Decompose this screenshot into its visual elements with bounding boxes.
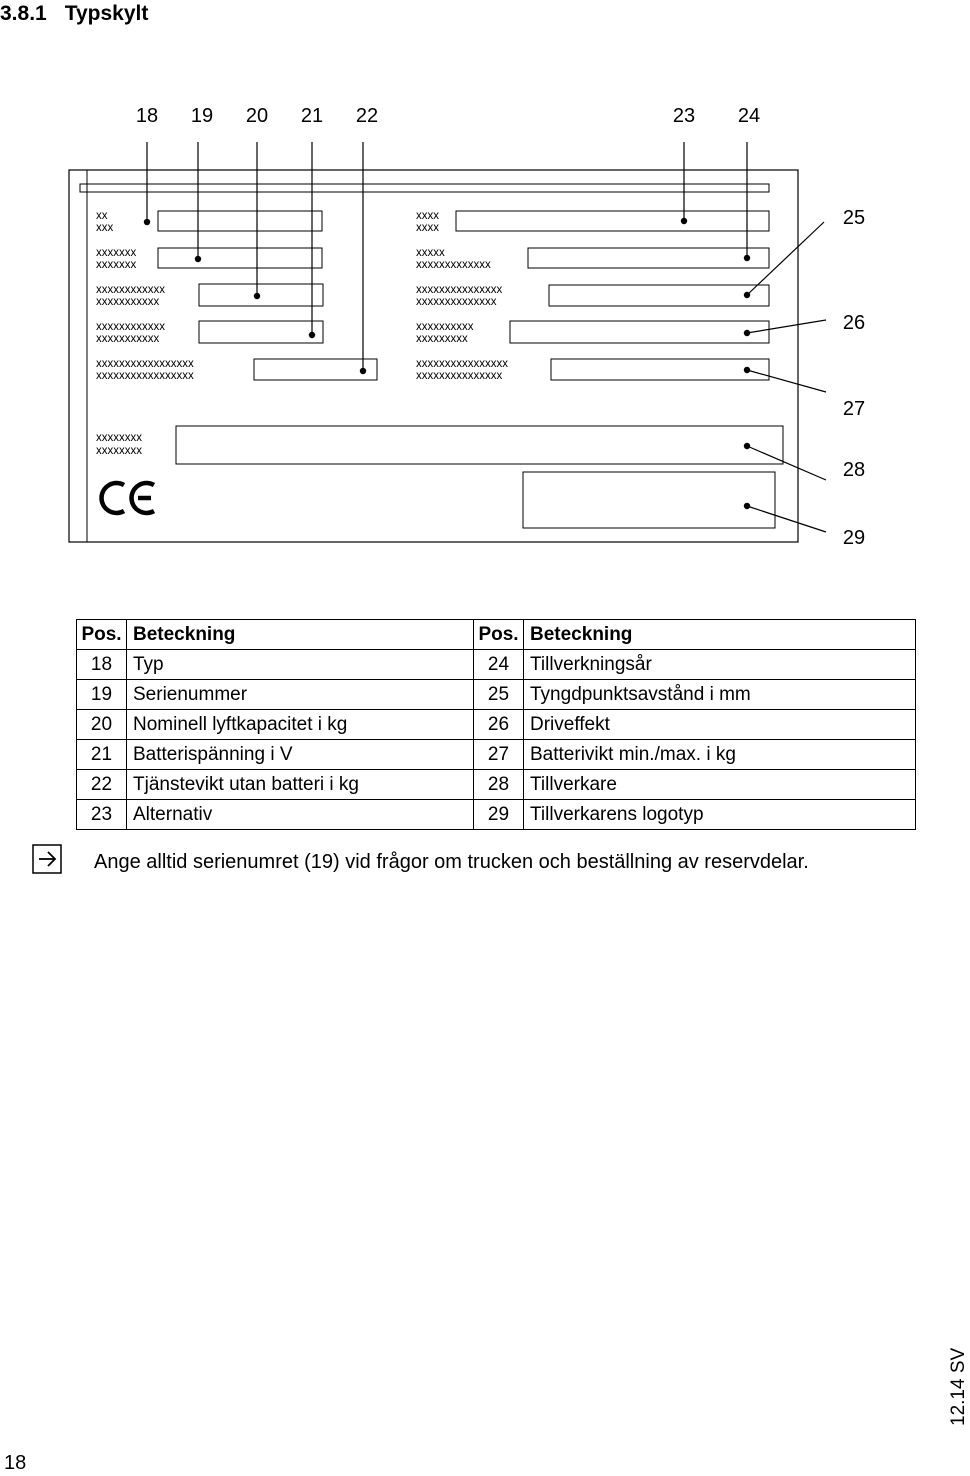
cell-pos: 19 [77,680,127,710]
callout-26: 26 [842,312,866,334]
plate-label-bottom-a: xxxxxxxx [96,432,142,444]
field-box-19 [158,248,322,268]
table-header-row [77,620,916,650]
leader-line-25 [747,222,824,295]
nameplate-diagram [0,0,960,600]
leader-dot-29 [744,503,750,509]
table-row [77,650,916,680]
cell-desc: Tillverkningsår [524,650,916,680]
field-box-26 [510,321,769,343]
field-box-29 [523,472,775,528]
cell-desc: Batterivikt min./max. i kg [524,740,916,770]
plate-label-right-4a: xxxxxxxxxx [416,321,474,333]
note-text: Ange alltid serienumret (19) vid frågor om trucken och beställning av reservdelar. [94,851,809,873]
plate-label-left-4a: xxxxxxxxxxxx [96,321,165,333]
callout-20: 20 [245,105,269,127]
cell-desc: Alternativ [127,800,474,830]
callout-27: 27 [842,398,866,420]
leader-line-27 [747,370,826,392]
plate-label-right-3a: xxxxxxxxxxxxxxx [416,284,503,296]
field-box-27 [551,359,769,380]
leader-dot-22 [360,368,366,374]
cell-desc: Driveffekt [524,710,916,740]
plate-label-left-3a: xxxxxxxxxxxx [96,284,165,296]
plate-top-strip [80,184,769,192]
plate-label-left-4b: xxxxxxxxxxx [96,333,160,345]
cell-pos: 20 [77,710,127,740]
plate-label-right-2b: xxxxxxxxxxxxx [416,259,491,271]
leader-dot-18 [144,219,150,225]
plate-label-right-5a: xxxxxxxxxxxxxxxx [416,358,508,370]
plate-label-left-1b: xxx [96,222,114,234]
cell-pos: 18 [77,650,127,680]
field-box-28 [176,426,783,464]
cell-desc: Batterispänning i V [127,740,474,770]
field-box-21 [199,321,323,343]
arrow-right-icon [32,844,62,874]
callout-25: 25 [842,207,866,229]
table-row [77,680,916,710]
callout-29: 29 [842,527,866,549]
leader-line-26 [747,320,826,333]
cell-pos: 28 [474,770,524,800]
cell-pos: 26 [474,710,524,740]
footer-date: 12.14 SV [948,1347,969,1426]
callout-21: 21 [300,105,324,127]
field-box-24 [528,248,769,268]
cell-desc: Tyngdpunktsavstånd i mm [524,680,916,710]
field-box-20 [199,284,323,306]
leader-dot-21 [309,332,315,338]
leader-line-28 [747,446,826,480]
leader-dot-20 [254,293,260,299]
cell-desc: Serienummer [127,680,474,710]
cell-pos: 21 [77,740,127,770]
cell-desc: Tillverkarens logotyp [524,800,916,830]
callout-23: 23 [672,105,696,127]
cell-pos: 27 [474,740,524,770]
page-number: 18 [4,1452,27,1474]
callout-24: 24 [737,105,761,127]
plate-label-bottom-b: xxxxxxxx [96,445,142,457]
cell-desc: Nominell lyftkapacitet i kg [127,710,474,740]
leader-dot-24 [744,255,750,261]
plate-label-left-2b: xxxxxxx [96,259,137,271]
plate-label-left-2a: xxxxxxx [96,247,137,259]
leader-dot-19 [195,256,201,262]
cell-desc: Tillverkare [524,770,916,800]
section-title: Typskylt [64,2,149,25]
field-box-22 [254,359,377,380]
leader-dot-28 [744,443,750,449]
cell-pos: 23 [77,800,127,830]
header-desc-left: Beteckning [127,620,474,650]
plate-label-right-2a: xxxxx [416,247,445,259]
table-row [77,710,916,740]
cell-pos: 22 [77,770,127,800]
leader-dot-25 [744,292,750,298]
callout-28: 28 [842,459,866,481]
plate-label-right-1a: xxxx [416,210,439,222]
field-box-25 [549,285,769,306]
table-row [77,800,916,830]
leader-dot-27 [744,367,750,373]
cell-pos: 25 [474,680,524,710]
leader-dot-26 [744,330,750,336]
plate-label-right-3b: xxxxxxxxxxxxxx [416,296,497,308]
callout-19: 19 [190,105,214,127]
table-row [77,770,916,800]
plate-label-right-4b: xxxxxxxxx [416,333,468,345]
ce-mark-icon [102,483,154,513]
callout-18: 18 [135,105,159,127]
callout-22: 22 [355,105,379,127]
plate-label-left-1a: xx [96,210,108,222]
header-pos-right: Pos. [474,620,524,650]
cell-desc: Tjänstevikt utan batteri i kg [127,770,474,800]
position-table [76,619,916,830]
plate-label-left-5a: xxxxxxxxxxxxxxxxx [96,358,194,370]
field-box-18 [158,211,322,231]
plate-label-left-5b: xxxxxxxxxxxxxxxxx [96,370,194,382]
plate-label-left-3b: xxxxxxxxxxx [96,296,160,308]
cell-pos: 29 [474,800,524,830]
plate-label-right-1b: xxxx [416,222,439,234]
leader-dot-23 [681,218,687,224]
field-box-23 [456,211,769,231]
plate-label-right-5b: xxxxxxxxxxxxxxx [416,370,503,382]
cell-pos: 24 [474,650,524,680]
table-row [77,740,916,770]
header-desc-right: Beteckning [524,620,916,650]
section-number: 3.8.1 [0,2,47,25]
cell-desc: Typ [127,650,474,680]
header-pos-left: Pos. [77,620,127,650]
